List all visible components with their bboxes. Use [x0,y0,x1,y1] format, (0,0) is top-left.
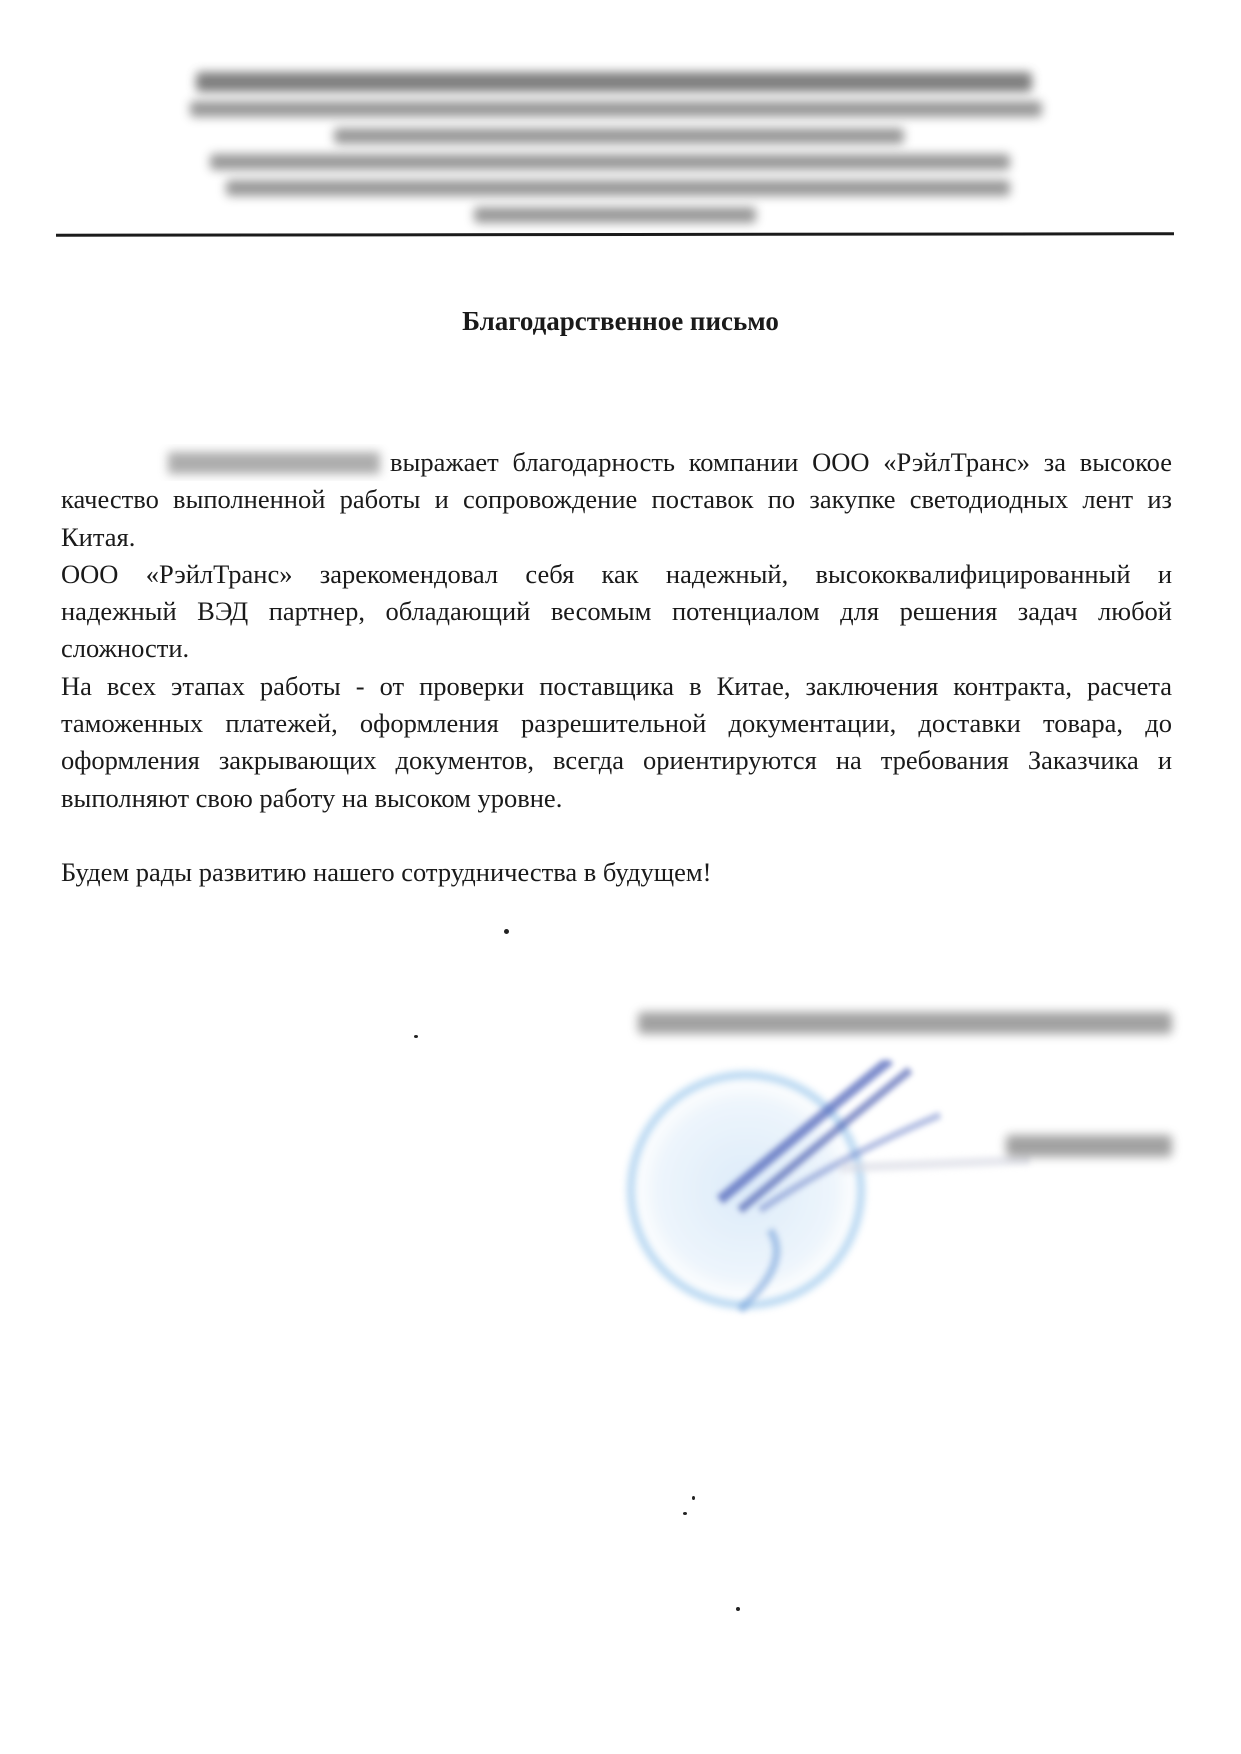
letterhead-line-blurred [474,207,756,223]
body-line: надежный ВЭД партнер, обладающий весомым потенциалом для решения задач любой [61,596,1172,627]
paragraph-3 [61,668,1172,817]
body-line [61,444,1172,481]
line-text: выражает благодарность компании ООО «РэйлТранс» за высокое [390,447,1172,477]
body-line: оформления закрывающих документов, всегда ориентируются на требования Заказчика и [61,745,1172,776]
body-line: Будем рады развитию нашего сотрудничества в будущем! [61,857,712,888]
letterhead-line-blurred [334,128,904,144]
letterhead-line-blurred [226,180,1010,196]
scan-speck [736,1607,740,1611]
letterhead-divider [56,232,1174,237]
body-line: На всех этапах работы - от проверки поставщика в Китае, заключения контракта, расчета [61,670,1172,701]
body-line: сложности. [61,633,190,664]
scan-speck [414,1035,418,1038]
paragraph-1 [61,444,1172,556]
scan-speck [683,1512,687,1515]
signature [640,1060,1040,1320]
letterhead-line-blurred [196,72,1032,92]
body-line: ООО «РэйлТранс» зарекомендовал себя как надежный, высококвалифицированный и [61,558,1172,589]
signatory-name-blurred [1006,1135,1172,1157]
body-line: качество выполненной работы и сопровождение поставок по закупке светодиодных лент из [61,484,1172,515]
signatory-title-blurred [638,1012,1172,1034]
letterhead-line-blurred [190,101,1042,117]
letter-title: Благодарственное письмо [462,306,779,336]
company-name-blurred [168,452,380,474]
scan-speck [504,929,509,934]
letterhead-line-blurred [210,154,1010,170]
body-line: выполняют свою работу на высоком уровне. [61,782,563,813]
body-line: Китая. [61,521,136,552]
paragraph-closing [61,854,1172,891]
scan-speck [692,1496,695,1500]
letter-body [61,444,1172,892]
paragraph-2 [61,556,1172,668]
body-line: таможенных платежей, оформления разрешительной документации, доставки товара, до [61,708,1172,739]
